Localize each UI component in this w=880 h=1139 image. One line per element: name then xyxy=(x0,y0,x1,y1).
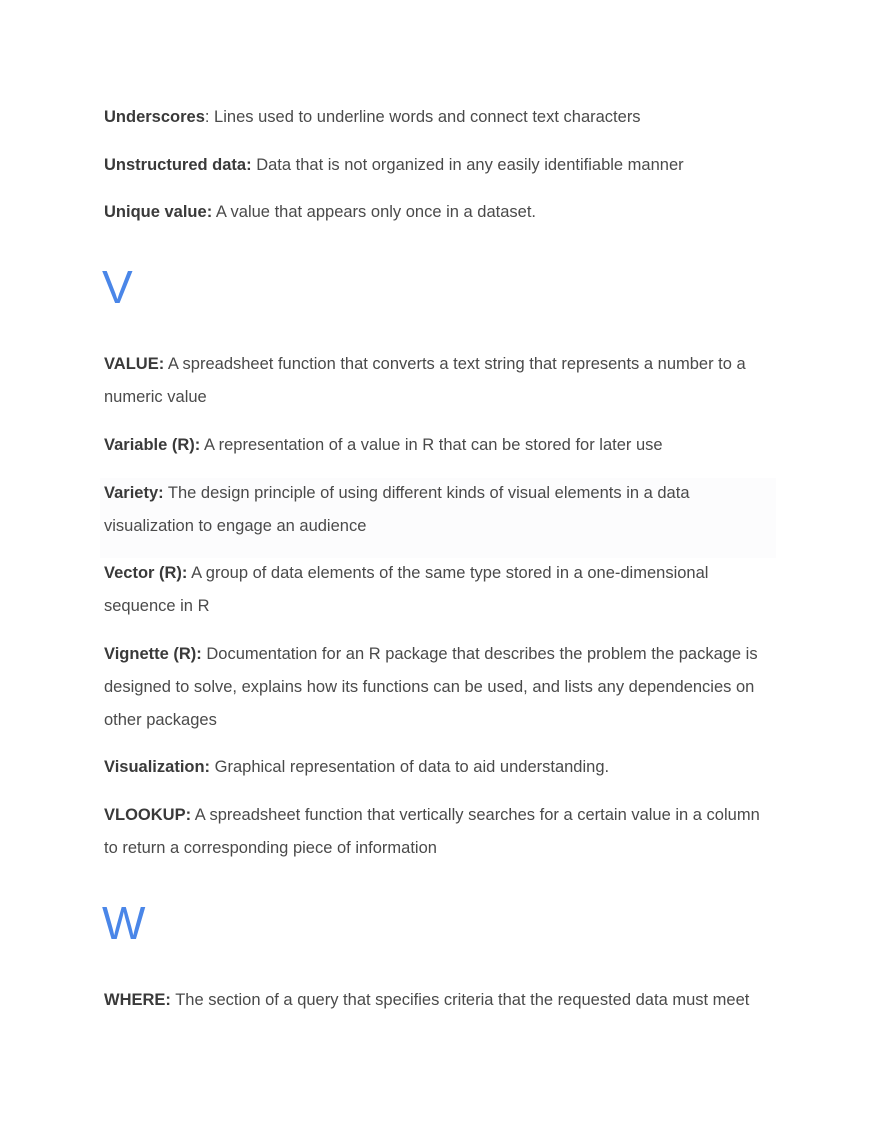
glossary-term: Visualization: xyxy=(104,758,211,776)
glossary-entry-vector xyxy=(104,557,776,623)
glossary-definition: : Lines used to underline words and connect text characters xyxy=(204,108,641,126)
glossary-definition: A group of data elements of the same type stored in a one-dimensional sequence in R xyxy=(104,564,709,615)
glossary-definition: Data that is not organized in any easily identifiable manner xyxy=(251,156,684,174)
glossary-term: Vector (R): xyxy=(104,564,188,582)
glossary-entry-variable xyxy=(104,429,776,462)
glossary-term: WHERE: xyxy=(104,991,171,1009)
glossary-term: Unique value: xyxy=(104,203,213,221)
glossary-entry-vignette xyxy=(104,638,776,737)
glossary-term: Variable (R): xyxy=(104,436,201,454)
glossary-definition: A value that appears only once in a dataset. xyxy=(212,203,536,221)
glossary-entry-visualization xyxy=(104,751,776,784)
glossary-entry-unstructured-data xyxy=(104,149,776,182)
glossary-term: Unstructured data: xyxy=(104,156,252,174)
glossary-term: VALUE: xyxy=(104,355,165,373)
section-heading-w: W xyxy=(102,897,146,949)
glossary-term: Variety: xyxy=(104,484,164,502)
glossary-entry-value xyxy=(104,348,776,414)
glossary-term: Vignette (R): xyxy=(104,645,202,663)
glossary-definition: A spreadsheet function that converts a text string that represents a number to a numeric value xyxy=(104,355,746,406)
glossary-definition: A spreadsheet function that vertically searches for a certain value in a column to return a corresponding piece of information xyxy=(104,806,760,857)
glossary-term: Underscores xyxy=(104,108,205,126)
glossary-entry-unique-value xyxy=(104,196,776,229)
section-heading-v: V xyxy=(102,261,133,313)
glossary-definition: The design principle of using different kinds of visual elements in a data visualization to engage an audience xyxy=(104,484,690,535)
glossary-entry-variety xyxy=(104,477,776,543)
glossary-term: VLOOKUP: xyxy=(104,806,192,824)
glossary-entry-vlookup xyxy=(104,799,776,865)
glossary-entry-where xyxy=(104,984,776,1017)
glossary-definition: Documentation for an R package that describes the problem the package is designed to solve, explains how its functions can be used, and lists any dependencies on other packages xyxy=(104,645,758,729)
glossary-definition: The section of a query that specifies criteria that the requested data must meet xyxy=(170,991,750,1009)
glossary-definition: A representation of a value in R that can be stored for later use xyxy=(200,436,663,454)
glossary-entry-underscores xyxy=(104,101,776,134)
glossary-definition: Graphical representation of data to aid understanding. xyxy=(210,758,610,776)
